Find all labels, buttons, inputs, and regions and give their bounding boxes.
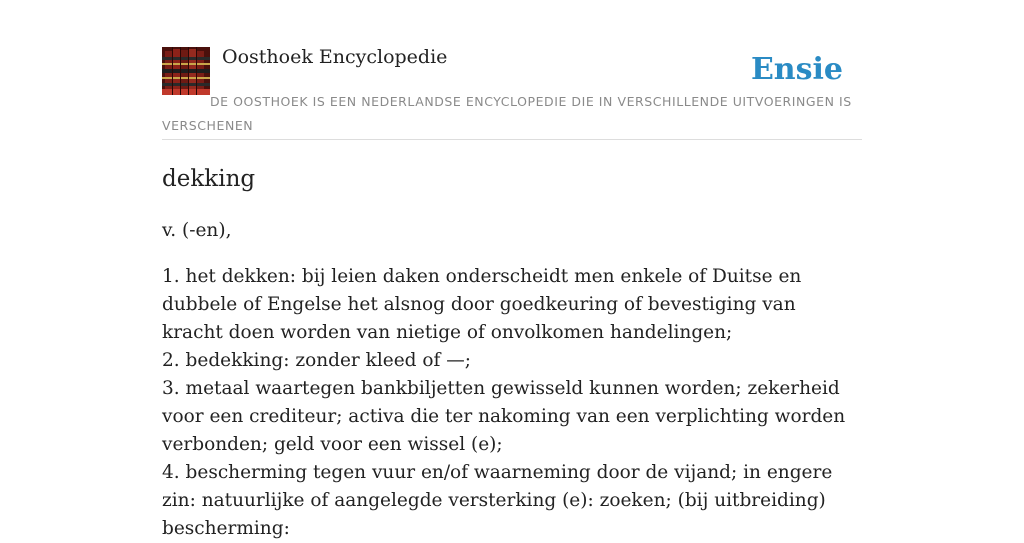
article-page <box>162 0 862 539</box>
definition-list <box>162 263 862 543</box>
site-name-link[interactable]: Oosthoek Encyclopedie <box>222 46 448 68</box>
definition-item: 3. metaal waartegen bankbiljetten gewisseld kunnen worden; zekerheid voor een crediteur; activa die ter nakoming van een verplichting worden verbonden; geld voor een wissel (e); <box>162 378 846 455</box>
entry-headword: dekking <box>162 166 256 192</box>
entry-content <box>162 164 862 543</box>
definition-item: 2. bedekking: zonder kleed of —; <box>162 350 471 371</box>
definition-item: 1. het dekken: bij leien daken onderscheidt men enkele of Duitse en dubbele of Engelse het alsnog door goedkeuring of bevestiging van kracht doen worden van nietige of onvolkomen handelingen; <box>162 266 802 343</box>
entry-grammar: v. (-en), <box>162 220 232 241</box>
ensie-logo-link[interactable]: Ensie <box>750 52 843 87</box>
site-header <box>162 0 862 140</box>
definition-item: 4. bescherming tegen vuur en/of waarneming door de vijand; in engere zin: natuurlijke of aangelegde versterking (e): zoeken; (bij uitbreiding) bescherming: <box>162 462 833 539</box>
encyclopedia-books-icon[interactable] <box>162 47 210 95</box>
site-tagline: DE OOSTHOEK IS EEN NEDERLANDSE ENCYCLOPEDIE DIE IN VERSCHILLENDE UITVOERINGEN IS VERSCHENEN <box>162 94 852 133</box>
